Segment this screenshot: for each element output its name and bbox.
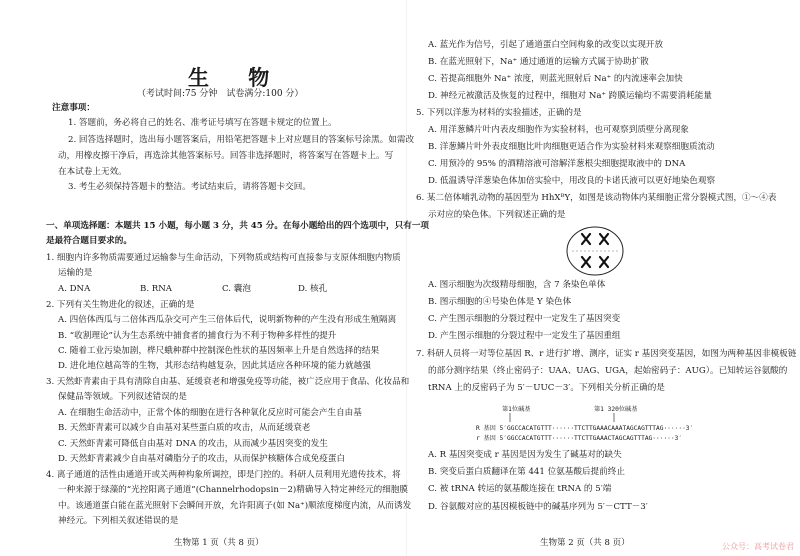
cell-division-figure: [562, 224, 628, 278]
watermark: 公众号：高考试卷君: [722, 542, 794, 551]
option: D. 产生图示细胞的分裂过程中一定发生了基因重组: [428, 331, 621, 341]
notice-item: 2. 回答选择题时，选出每小题答案后，用铅笔把答题卡上对应题目的答案标号涂黑。如需改: [68, 135, 415, 145]
option: A. 四倍体西瓜与二倍体西瓜杂交可产生三倍体后代，说明新物种的产生没有形成生殖隔离: [58, 315, 397, 325]
notice-item: 动，用橡皮擦干净后，再选涂其他答案标号。回答非选择题时，将答案写在答题卡上。写: [58, 151, 394, 161]
notice-item: 1. 答题前，务必将自己的姓名、准考证号填写在答题卡规定的位置上。: [68, 118, 337, 128]
question-text: 示对应的染色体。下列叙述正确的是: [428, 210, 566, 220]
option: B. “收割理论”认为生态系统中捕食者的捕食行为不利于物种多样性的提升: [58, 331, 337, 341]
option: A. 用洋葱鳞片叶内表皮细胞作为实验材料，也可观察到质壁分离现象: [428, 125, 689, 135]
option: A. 图示细胞为次级精母细胞，含 7 条染色单体: [428, 280, 606, 290]
option: D. 低温诱导洋葱染色体加倍实验中，用改良的卡诺氏液可以更好地染色观察: [428, 176, 716, 186]
option: B. 在蓝光照射下，Na⁺ 通过通道的运输方式属于协助扩散: [428, 57, 649, 67]
option: A. 蓝光作为信号，引起了通道蛋白空间构象的改变以实现开放: [428, 40, 664, 50]
figure-label-base-1320: 第1 320位碱基: [594, 406, 638, 413]
question-text: 运输的是: [58, 268, 93, 278]
figure-label-first-base: 第1位碱基: [502, 406, 531, 413]
question-text: 4. 离子通道的活性由通道开或关两种构象所调控，即是门控的。科研人员利用光遗传技术，将: [46, 470, 401, 480]
question-text: 7. 科研人员将一对等位基因 R、r 进行扩增、测序，证实 r 基因突变基因，如图为两种基因非模板链: [416, 349, 797, 359]
option: C. 被 tRNA 转运的氨基酸连接在 tRNA 的 5′端: [428, 484, 612, 494]
page-footer: 生物第 1 页（共 8 页）: [174, 538, 264, 548]
option: A. R 基因突变成 r 基因是因为发生了碱基对的缺失: [428, 450, 622, 460]
option: C. 随着工业污染加剧，桦尺蛾种群中控制深色性状的基因频率上升是自然选择的结果: [58, 346, 380, 356]
option: B. 洋葱鳞片叶外表皮细胞比叶肉细胞更适合作为实验材料来观察细胞质流动: [428, 142, 715, 152]
option: C. 囊泡: [222, 284, 251, 294]
question-text: 1. 细胞内许多物质需要通过运输参与生命活动，下列物质或结构可直接参与支原体细胞内物质: [46, 253, 401, 263]
option: D. 进化地位越高等的生物，其形态结构越复杂，因此其适应各种环境的能力就越强: [58, 361, 371, 371]
section-heading-cont: 是最符合题目要求的。: [46, 236, 132, 246]
notice-item: 在本试卷上无效。: [58, 167, 127, 177]
sequence-row-R: R 基因 5′GGCCACATGTTT······TTCTTGAAACAAATAGCAGTTTAG······3′: [476, 425, 694, 432]
page-title: 生 物: [188, 65, 286, 90]
sequence-markers: [506, 413, 666, 423]
option: D. 核孔: [298, 284, 328, 294]
option: D. 谷氨酸对应的基因模板链中的碱基序列为 5′－CTT－3′: [428, 502, 648, 512]
right-column: [412, 0, 798, 556]
question-text: 保健品等领域。下列叙述错误的是: [58, 392, 187, 402]
notice-heading: 注意事项：: [52, 103, 95, 113]
option: A. 在细胞生命活动中，正常个体的细胞在进行各种氧化反应时可能会产生自由基: [58, 408, 362, 418]
option: C. 天然虾青素可降低自由基对 DNA 的攻击，从而减少基因突变的发生: [58, 439, 328, 449]
chromosomes: [582, 234, 608, 267]
cell-membrane: [567, 227, 623, 275]
question-text: 一种来源于绿藻的“光控阳离子通道”(Channelrhodopsin－2)精确导入特定神经元的细胞膜: [58, 485, 409, 495]
section-heading: 一、单项选择题：本题共 15 小题，每小题 3 分，共 45 分。在每小题给出的四个选项中，只有一项: [46, 221, 430, 231]
option: B. 突变后蛋白质翻译在第 441 位氨基酸后提前终止: [428, 467, 625, 477]
option: B. 天然虾青素可以减少自由基对某些蛋白质的攻击，从而延缓衰老: [58, 423, 311, 433]
question-text: 5. 下列以洋葱为材料的实验描述，正确的是: [416, 108, 582, 118]
notice-item: 3. 考生必须保持答题卡的整洁。考试结束后，请将答题卡交回。: [68, 182, 311, 192]
exam-subtitle: （考试时间:75 分钟 试卷满分:100 分）: [137, 89, 304, 99]
option: B. 图示细胞的④号染色体是 Y 染色体: [428, 297, 572, 307]
sequence-row-r: r 基因 5′GGCCACATGTTT······TTCTTGAAACTAGCAGTTTAG······3′: [476, 435, 683, 442]
option: A. DNA: [58, 284, 91, 294]
question-text: 6. 某二倍体哺乳动物的基因型为 HhXᴮY，如图是该动物体内某细胞正常分裂模式图，①～④表: [416, 193, 777, 203]
question-text: tRNA 上的反密码子为 5′－UUC－3′。下列相关分析正确的是: [428, 383, 665, 393]
option: D. 神经元被激活及恢复的过程中，细胞对 Na⁺ 跨膜运输均不需要消耗能量: [428, 91, 712, 101]
question-text: 的部分测序结果（终止密码子：UAA、UAG、UGA，起始密码子：AUG）。已知转运谷氨酸的: [428, 366, 788, 376]
option: C. 若提高细胞外 Na⁺ 浓度，则蓝光照射后 Na⁺ 的内流速率会加快: [428, 74, 683, 84]
option: D. 天然虾青素减少自由基对磷脂分子的攻击，从而保护核糖体合成免疫蛋白: [58, 454, 346, 464]
option: C. 产生图示细胞的分裂过程中一定发生了基因突变: [428, 314, 621, 324]
question-text: 神经元。下列相关叙述错误的是: [58, 516, 179, 526]
page-footer: 生物第 2 页（共 8 页）: [540, 538, 630, 548]
question-text: 2. 下列有关生物进化的叙述，正确的是: [46, 300, 195, 310]
question-text: 3. 天然虾青素由于具有清除自由基、延缓衰老和增强免疫等功能，被广泛应用于食品、化妆品和: [46, 377, 410, 387]
option: C. 用预冷的 95% 的酒精溶液可溶解洋葱根尖细胞提取液中的 DNA: [428, 159, 686, 169]
page-divider: [406, 0, 407, 556]
question-text: 中。该通道蛋白能在蓝光照射下会瞬间开放，允许阳离子(如 Na⁺)顺浓度梯度内流，从而诱发: [58, 501, 412, 511]
option: B. RNA: [140, 284, 172, 294]
